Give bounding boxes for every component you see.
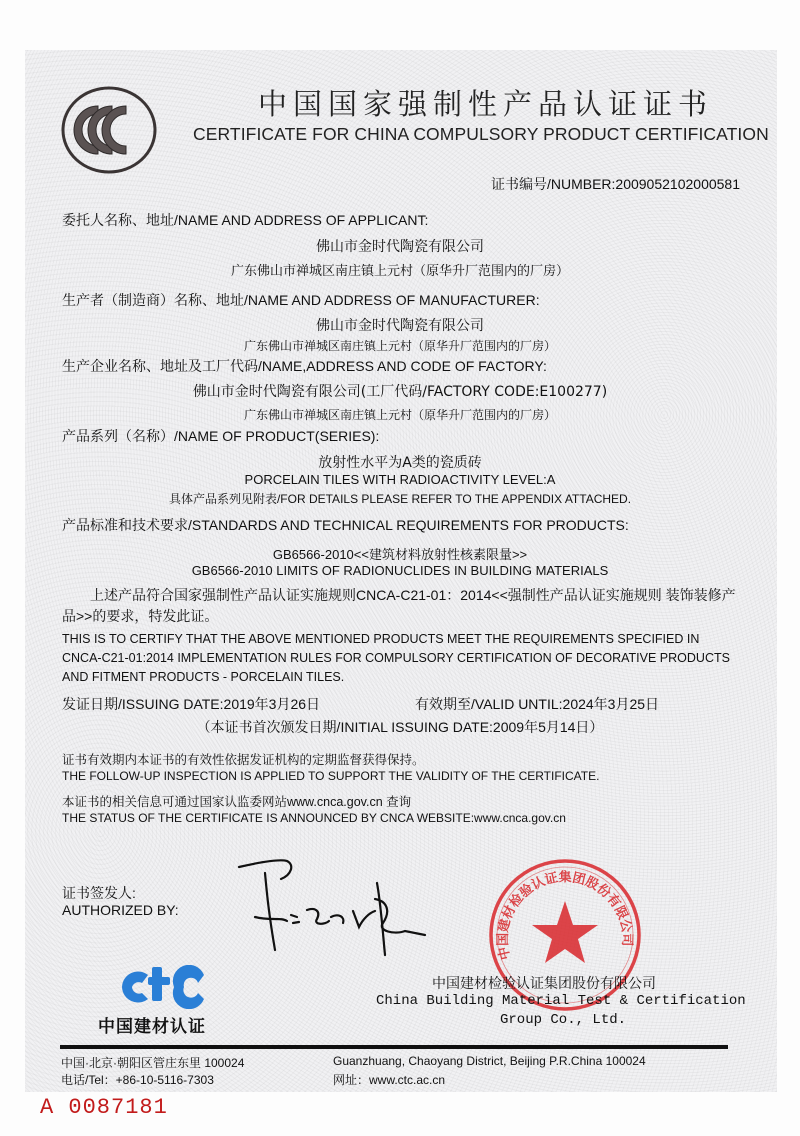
product-name-cn: 放射性水平为A类的瓷质砖 [318, 455, 482, 471]
footer-address-en: Guanzhuang, Chaoyang District, Beijing P.R.China 100024 [333, 1054, 646, 1068]
title-english: CERTIFICATE FOR CHINA COMPULSORY PRODUCT CERTIFICATION [193, 124, 769, 144]
factory-address: 广东佛山市禅城区南庄镇上元村（原华升厂范围内的厂房） [243, 408, 556, 422]
initial-issuing-date: （本证书首次颁发日期/INITIAL ISSUING DATE:2009年5月14日） [196, 719, 604, 735]
applicant-address: 广东佛山市禅城区南庄镇上元村（原华升厂范围内的厂房） [230, 264, 569, 279]
footer-divider [60, 1045, 728, 1049]
manufacturer-label: 生产者（制造商）名称、地址/NAME AND ADDRESS OF MANUFACTURER: [62, 292, 540, 308]
status-note-cn: 本证书的相关信息可通过国家认监委网站www.cnca.gov.cn 查询 [62, 795, 412, 809]
status-note-en: THE STATUS OF THE CERTIFICATE IS ANNOUNCED BY CNCA WEBSITE:www.cnca.gov.cn [62, 811, 566, 825]
footer-tel: 电话/Tel：+86-10-5116-7303 [61, 1073, 214, 1087]
factory-name-code: 佛山市金时代陶瓷有限公司(工厂代码/FACTORY CODE:E100277) [192, 384, 608, 400]
manufacturer-address: 广东佛山市禅城区南庄镇上元村（原华升厂范围内的厂房） [243, 339, 556, 353]
ctc-logo-icon [118, 965, 218, 1009]
standards-label: 产品标准和技术要求/STANDARDS AND TECHNICAL REQUIREMENTS FOR PRODUCTS: [62, 517, 629, 533]
issuing-date: 发证日期/ISSUING DATE:2019年3月26日 [62, 696, 321, 712]
applicant-label: 委托人名称、地址/NAME AND ADDRESS OF APPLICANT: [62, 212, 429, 228]
followup-note-en: THE FOLLOW-UP INSPECTION IS APPLIED TO SUPPORT THE VALIDITY OF THE CERTIFICATE. [62, 769, 600, 783]
signature-icon [225, 855, 435, 960]
footer-address-cn: 中国·北京·朝阳区管庄东里 100024 [61, 1056, 245, 1070]
authorized-by-label-en: AUTHORIZED BY: [62, 902, 179, 918]
applicant-name: 佛山市金时代陶瓷有限公司 [316, 239, 484, 255]
standard-cn: GB6566-2010<<建筑材料放射性核素限量>> [272, 547, 528, 562]
valid-until-date: 有效期至/VALID UNTIL:2024年3月25日 [415, 696, 660, 712]
factory-label: 生产企业名称、地址及工厂代码/NAME,ADDRESS AND CODE OF FACTORY: [62, 358, 547, 374]
issuer-name-en-line1: China Building Material Test & Certification [376, 993, 746, 1009]
followup-note-cn: 证书有效期内本证书的有效性依据发证机构的定期监督获得保持。 [62, 753, 425, 767]
authorized-by-label-cn: 证书签发人: [62, 885, 136, 901]
standard-en: GB6566-2010 LIMITS OF RADIONUCLIDES IN BUILDING MATERIALS [191, 563, 609, 578]
title-chinese: 中国国家强制性产品认证证书 [258, 87, 714, 121]
ccc-mark-icon [60, 84, 158, 176]
issuer-name-en-line2: Group Co., Ltd. [500, 1012, 627, 1028]
issuer-name-cn: 中国建材检验认证集团股份有限公司 [432, 975, 656, 991]
footer-website: 网址：www.ctc.ac.cn [333, 1073, 446, 1087]
certificate-number: 证书编号/NUMBER:2009052102000581 [490, 176, 740, 192]
product-name-en: PORCELAIN TILES WITH RADIOACTIVITY LEVEL:A [244, 472, 556, 487]
serial-number: A 0087181 [40, 1095, 168, 1120]
statement-english: THIS IS TO CERTIFY THAT THE ABOVE MENTIONED PRODUCTS MEET THE REQUIREMENTS SPECIFIED IN CNCA-C21-01:2014 IMPLEMENTATION RULES FOR COMPULSORY CERTIFICATION OF DECORATIVE PRODUCTS AND FITMENT PRODUCTS - PORCELAIN TILES. [62, 632, 730, 684]
manufacturer-name: 佛山市金时代陶瓷有限公司 [316, 318, 484, 334]
product-details: 具体产品系列见附表/FOR DETAILS PLEASE REFER TO THE APPENDIX ATTACHED. [168, 492, 632, 506]
statement-chinese: 上述产品符合国家强制性产品认证实施规则CNCA-C21-01：2014<<强制性产品认证实施规则 装饰装修产品>>的要求，特发此证。 [62, 587, 736, 624]
svg-text:中国建材检验认证集团股份有限公司: 中国建材检验认证集团股份有限公司 [495, 870, 635, 962]
ctc-logo-caption: 中国建材认证 [98, 1017, 206, 1037]
product-label: 产品系列（名称）/NAME OF PRODUCT(SERIES): [62, 428, 380, 444]
